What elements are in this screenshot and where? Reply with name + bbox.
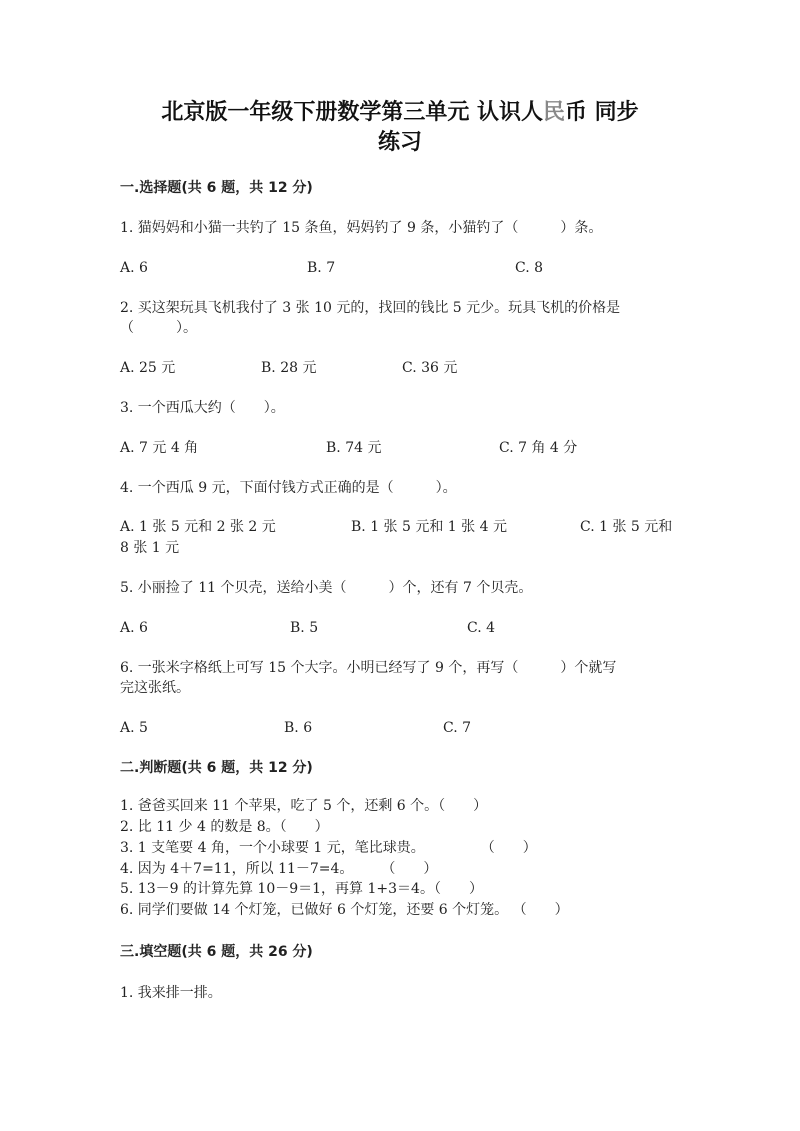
option-a[interactable]: A. 6 (120, 620, 148, 636)
judgment-item: 4. 因为 4＋7=11，所以 11－7=4。 （ ） (120, 861, 438, 877)
section-heading-choice: 一.选择题(共 6 题，共 12 分) (120, 180, 313, 196)
option-a[interactable]: A. 5 (120, 720, 148, 736)
judgment-item: 5. 13－9 的计算先算 10－9＝1，再算 1+3＝4。（ ） (120, 881, 483, 897)
question-text: 1. 我来排一排。 (120, 985, 222, 1001)
question-text: 6. 一张米字格纸上可写 15 个大字。小明已经写了 9 个，再写（ ）个就写 (120, 660, 617, 676)
title-text: 币 同步 (565, 100, 639, 125)
question-text: 5. 小丽捡了 11 个贝壳，送给小美（ ）个，还有 7 个贝壳。 (120, 580, 533, 596)
question-text: 2. 买这架玩具飞机我付了 3 张 10 元的，找回的钱比 5 元少。玩具飞机的价格是 (120, 300, 621, 316)
option-c[interactable]: C. 36 元 (402, 360, 458, 376)
option-b[interactable]: B. 6 (284, 720, 313, 736)
judgment-item: 3. 1 支笔要 4 角，一个小球要 1 元，笔比球贵。 （ ） (120, 840, 537, 856)
option-c[interactable]: C. 7 角 4 分 (499, 440, 578, 456)
option-a[interactable]: A. 6 (120, 260, 148, 276)
option-c[interactable]: C. 8 (515, 260, 544, 276)
option-b[interactable]: B. 5 (290, 620, 319, 636)
question-text-cont: 完这张纸。 (120, 680, 190, 696)
judgment-item: 2. 比 11 少 4 的数是 8。（ ） (120, 819, 329, 835)
section-heading-fill: 三.填空题(共 6 题，共 26 分) (120, 944, 313, 960)
question-text-cont: （ ）。 (120, 320, 197, 336)
question-text: 4. 一个西瓜 9 元，下面付钱方式正确的是（ ）。 (120, 480, 457, 496)
option-c[interactable]: C. 1 张 5 元和 (580, 519, 673, 535)
question-text: 1. 猫妈妈和小猫一共钓了 15 条鱼，妈妈钓了 9 条，小猫钓了（ ）条。 (120, 220, 603, 236)
option-a[interactable]: A. 7 元 4 角 (120, 440, 199, 456)
option-a[interactable]: A. 1 张 5 元和 2 张 2 元 (120, 519, 276, 535)
page-title-line2: 练习 (377, 130, 422, 155)
option-b[interactable]: B. 1 张 5 元和 1 张 4 元 (351, 519, 507, 535)
title-text-faded: 民 (542, 100, 565, 125)
option-b[interactable]: B. 7 (307, 260, 336, 276)
option-a[interactable]: A. 25 元 (120, 360, 176, 376)
judgment-item: 6. 同学们要做 14 个灯笼，已做好 6 个灯笼，还要 6 个灯笼。 （ ） (120, 902, 569, 918)
page-title (0, 98, 800, 128)
judgment-item: 1. 爸爸买回来 11 个苹果，吃了 5 个，还剩 6 个。（ ） (120, 798, 488, 814)
option-c-cont: 8 张 1 元 (120, 540, 180, 556)
option-c[interactable]: C. 7 (443, 720, 472, 736)
option-b[interactable]: B. 28 元 (261, 360, 317, 376)
option-c[interactable]: C. 4 (467, 620, 496, 636)
title-text: 北京版一年级下册数学第三单元 认识人 (161, 100, 543, 125)
option-b[interactable]: B. 74 元 (326, 440, 382, 456)
question-text: 3. 一个西瓜大约（ ）。 (120, 400, 285, 416)
section-heading-judgment: 二.判断题(共 6 题，共 12 分) (120, 760, 313, 776)
